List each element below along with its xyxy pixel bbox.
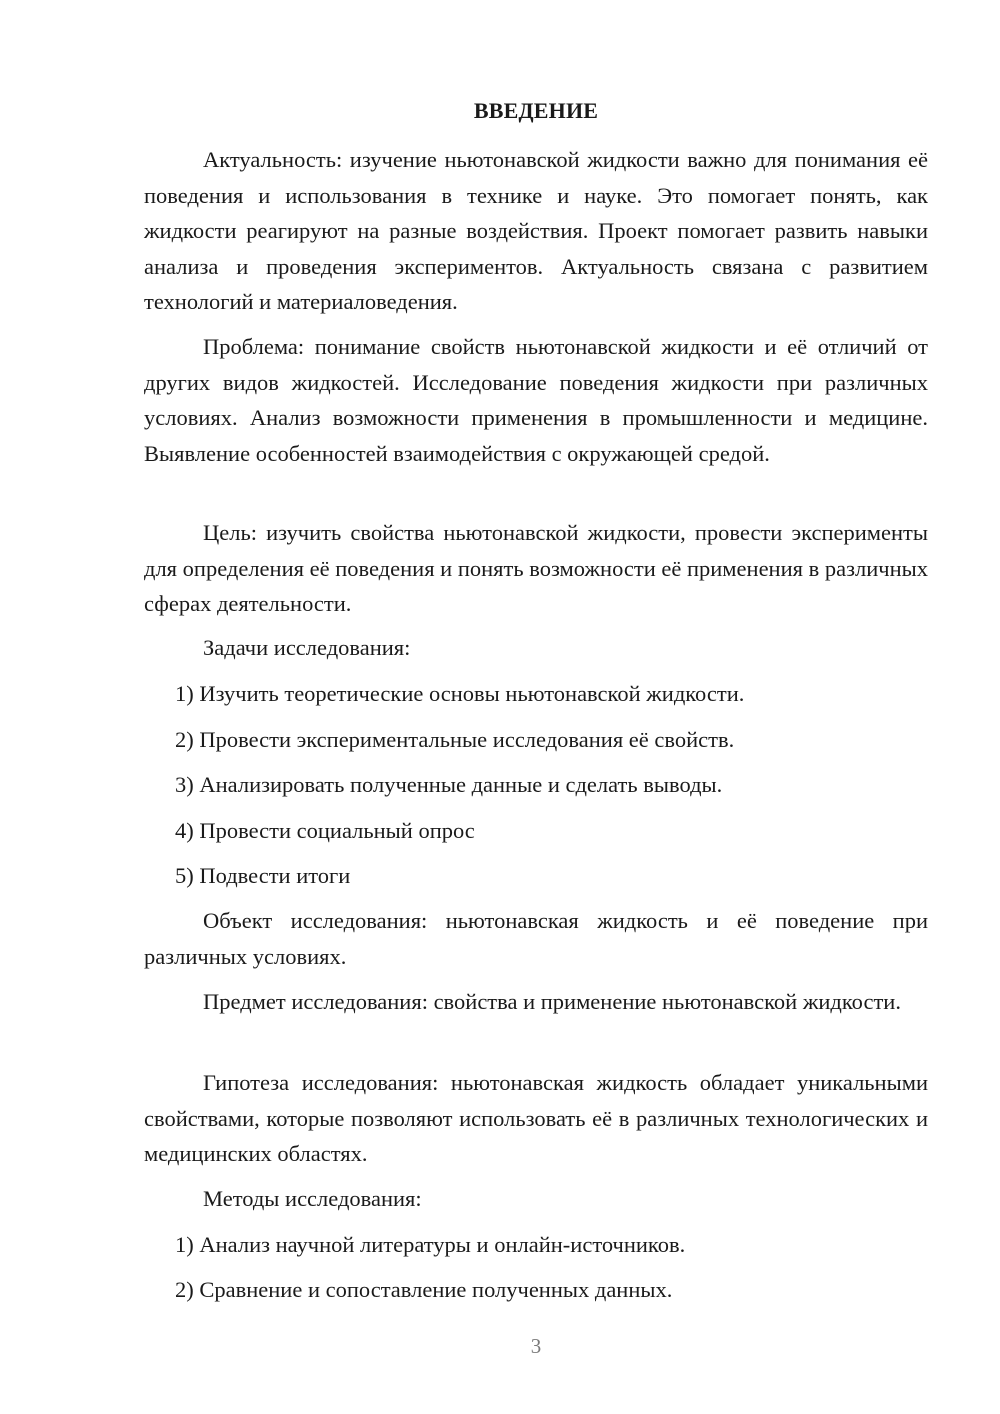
task-item: 1) Изучить теоретические основы ньютонавской жидкости. [175,681,745,706]
object-paragraph: Объект исследования: ньютонавская жидкость и её поведение при различных условиях. [144,908,928,969]
hypothesis-paragraph: Гипотеза исследования: ньютонавская жидкость обладает уникальными свойствами, которые позволяют использовать её в различных технологических и медицинских областях. [144,1070,928,1166]
task-item: 5) Подвести итоги [175,863,351,888]
method-item: 1) Анализ научной литературы и онлайн-источников. [175,1232,686,1257]
subject-paragraph: Предмет исследования: свойства и применение ньютонавской жидкости. [203,989,901,1014]
section-heading: ВВЕДЕНИЕ [473,98,599,123]
method-item: 2) Сравнение и сопоставление полученных данных. [175,1277,673,1302]
task-item: 4) Провести социальный опрос [175,818,475,843]
relevance-paragraph: Актуальность: изучение ньютонавской жидкости важно для понимания её поведения и использования в технике и науке. Это помогает понять, как жидкости реагируют на разные воздействия. Проект помогает развить навыки анализа и проведения экспериментов. Актуальность связана с развитием технологий и материаловедения. [144,147,928,314]
goal-paragraph: Цель: изучить свойства ньютонавской жидкости, провести эксперименты для определения её поведения и понять возможности её применения в различных сферах деятельности. [144,520,928,616]
task-item: 2) Провести экспериментальные исследования её свойств. [175,727,735,752]
tasks-title: Задачи исследования: [203,635,411,660]
problem-paragraph: Проблема: понимание свойств ньютонавской жидкости и её отличий от других видов жидкостей. Исследование поведения жидкости при различных условиях. Анализ возможности применения в промышленности и медицине. Выявление особенностей взаимодействия с окружающей средой. [144,334,928,466]
task-item: 3) Анализировать полученные данные и сделать выводы. [175,772,723,797]
page-number: 3 [530,1334,542,1358]
methods-title: Методы исследования: [203,1186,422,1211]
